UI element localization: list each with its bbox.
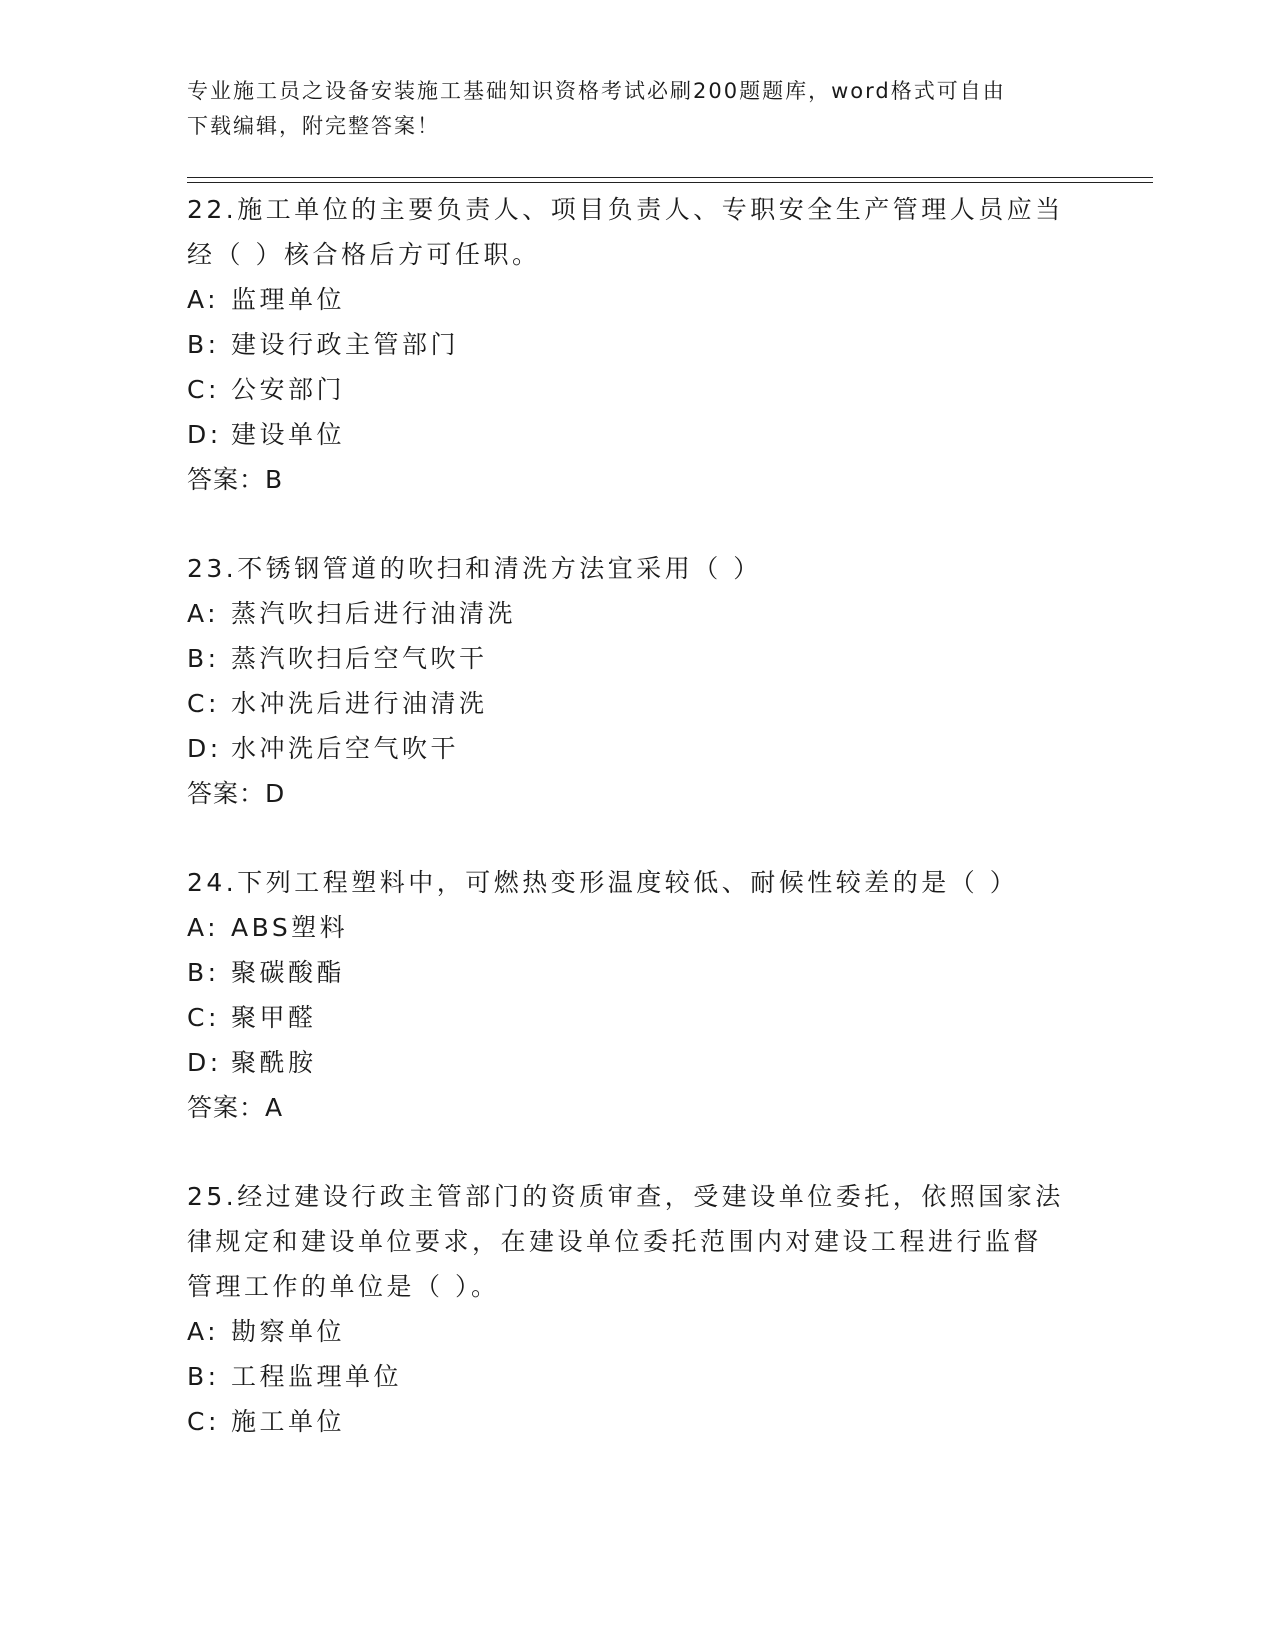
option-a xyxy=(187,277,1107,322)
option-b xyxy=(187,950,1107,995)
option-key: A: xyxy=(187,285,220,314)
option-text: 勘察单位 xyxy=(231,1317,346,1346)
answer-line xyxy=(187,1085,1107,1130)
option-text: 建设行政主管部门 xyxy=(231,330,460,359)
option-c xyxy=(187,367,1107,412)
option-c xyxy=(187,995,1107,1040)
answer-line xyxy=(187,771,1107,816)
answer-value: A xyxy=(265,1093,284,1122)
option-text: 聚甲醛 xyxy=(231,1003,317,1032)
question-list xyxy=(187,187,1107,1488)
question-text: 23.不锈钢管道的吹扫和清洗方法宜采用（ ） xyxy=(187,554,762,583)
option-text: 建设单位 xyxy=(231,420,346,449)
header-line-2: 下载编辑，附完整答案！ xyxy=(187,114,440,138)
question-23 xyxy=(187,546,1107,816)
option-key: A: xyxy=(187,599,220,628)
option-a xyxy=(187,591,1107,636)
option-text: 聚酰胺 xyxy=(231,1048,317,1077)
option-c xyxy=(187,1399,1107,1444)
header-line-1: 专业施工员之设备安装施工基础知识资格考试必刷200题题库，word格式可自由 xyxy=(187,79,1006,103)
option-b xyxy=(187,636,1107,681)
answer-label: 答案： xyxy=(187,1093,266,1122)
option-text: 监理单位 xyxy=(231,285,346,314)
option-key: A: xyxy=(187,1317,220,1346)
option-key: D: xyxy=(187,1048,222,1077)
option-c xyxy=(187,681,1107,726)
answer-label: 答案： xyxy=(187,779,266,808)
option-text: 工程监理单位 xyxy=(231,1362,403,1391)
question-24 xyxy=(187,860,1107,1130)
answer-line xyxy=(187,457,1107,502)
option-a xyxy=(187,1309,1107,1354)
option-text: 聚碳酸酯 xyxy=(231,958,346,987)
option-key: C: xyxy=(187,1407,220,1436)
document-header xyxy=(187,74,1067,144)
header-divider-bottom xyxy=(187,182,1153,183)
question-text: 24.下列工程塑料中，可燃热变形温度较低、耐候性较差的是（ ） xyxy=(187,868,1019,897)
option-d xyxy=(187,726,1107,771)
question-text: 律规定和建设单位要求，在建设单位委托范围内对建设工程进行监督 xyxy=(187,1227,1043,1256)
option-text: 水冲洗后空气吹干 xyxy=(231,734,460,763)
answer-label: 答案： xyxy=(187,465,266,494)
question-text: 经（ ）核合格后方可任职。 xyxy=(187,240,541,269)
option-key: C: xyxy=(187,375,220,404)
option-a xyxy=(187,905,1107,950)
question-text: 管理工作的单位是（ ）。 xyxy=(187,1272,500,1301)
option-key: B: xyxy=(187,330,220,359)
option-key: C: xyxy=(187,689,220,718)
option-key: A: xyxy=(187,913,220,942)
answer-value: D xyxy=(265,779,286,808)
option-key: D: xyxy=(187,420,222,449)
option-text: 水冲洗后进行油清洗 xyxy=(231,689,488,718)
option-key: D: xyxy=(187,734,222,763)
question-text: 25.经过建设行政主管部门的资质审查，受建设单位委托，依照国家法 xyxy=(187,1182,1064,1211)
option-text: 公安部门 xyxy=(231,375,346,404)
option-text: 蒸汽吹扫后空气吹干 xyxy=(231,644,488,673)
question-text: 22.施工单位的主要负责人、项目负责人、专职安全生产管理人员应当 xyxy=(187,195,1064,224)
option-d xyxy=(187,1040,1107,1085)
option-b xyxy=(187,1354,1107,1399)
question-22 xyxy=(187,187,1107,502)
answer-value: B xyxy=(265,465,284,494)
question-25 xyxy=(187,1174,1107,1444)
option-text: 蒸汽吹扫后进行油清洗 xyxy=(231,599,517,628)
option-key: C: xyxy=(187,1003,220,1032)
option-key: B: xyxy=(187,644,220,673)
option-text: ABS塑料 xyxy=(231,913,349,942)
header-divider-top xyxy=(187,177,1153,178)
option-key: B: xyxy=(187,1362,220,1391)
option-key: B: xyxy=(187,958,220,987)
option-d xyxy=(187,412,1107,457)
option-b xyxy=(187,322,1107,367)
option-text: 施工单位 xyxy=(231,1407,346,1436)
